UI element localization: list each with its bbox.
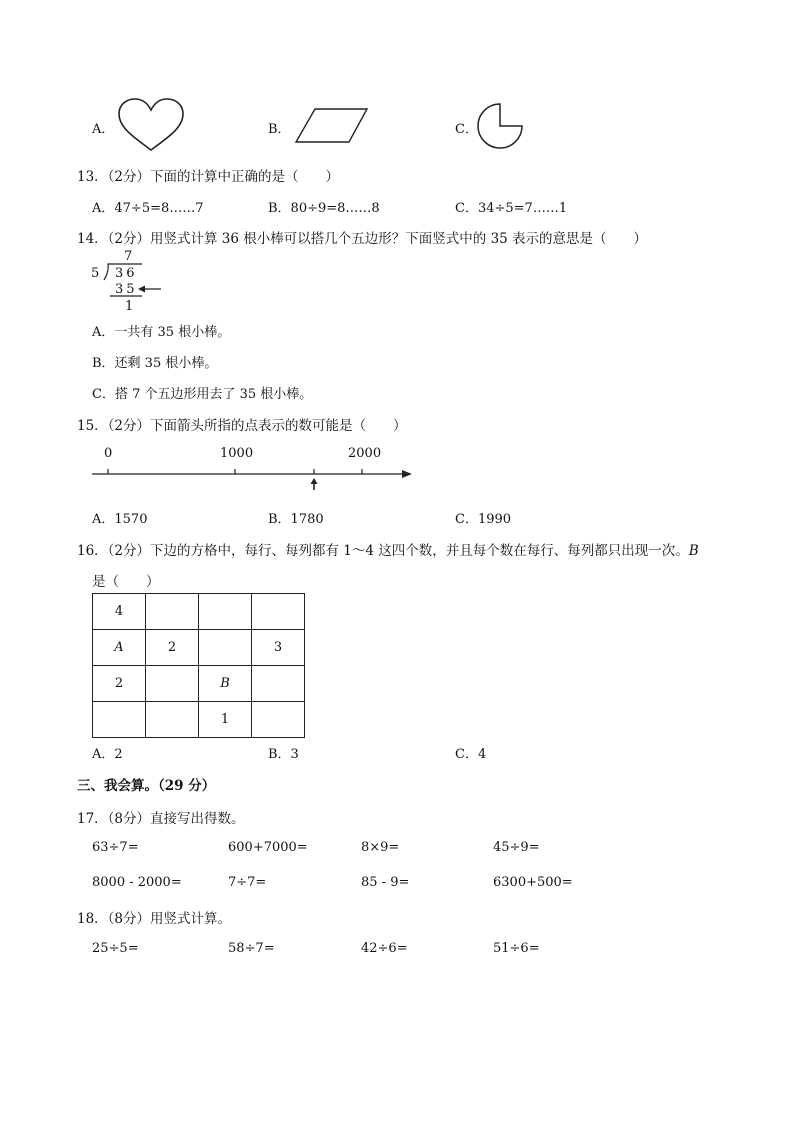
q17-item: 7÷7= — [228, 875, 267, 890]
grid-cell — [146, 666, 199, 702]
q16-option-a: A．2 — [92, 747, 123, 762]
division-product: 35 — [115, 282, 138, 297]
q16-title-variable: B — [688, 543, 699, 559]
q16-title-text: 16．（2分）下边的方格中，每行、每列都有 1～4 这四个数，并且每个数在每行、每列都只出现一次。 — [77, 543, 689, 559]
heart-icon — [117, 98, 185, 152]
q12-option-a-letter: A． — [92, 122, 115, 137]
grid-cell: 2 — [93, 666, 146, 702]
q16-title-line2: 是（ ） — [92, 574, 160, 590]
q17-item: 45÷9= — [493, 840, 540, 855]
q17-item: 8000 - 2000= — [92, 875, 182, 890]
grid-cell — [199, 630, 252, 666]
grid-cell: A — [93, 630, 146, 666]
parallelogram-icon — [295, 108, 369, 144]
q15-option-b: B．1780 — [268, 512, 324, 527]
q15-option-c: C．1990 — [455, 512, 512, 527]
q17-item: 63÷7= — [92, 840, 139, 855]
q16-title-line1 — [77, 539, 699, 559]
q15-title: 15．（2分）下面箭头所指的点表示的数可能是（ ） — [77, 418, 407, 434]
grid-cell — [252, 666, 305, 702]
q13-option-a: A．47÷5=8……7 — [92, 201, 204, 216]
grid-cell — [252, 594, 305, 630]
q16-option-b: B．3 — [268, 747, 299, 762]
q15-option-a: A．1570 — [92, 512, 148, 527]
q18-item: 51÷6= — [493, 941, 540, 956]
division-bracket-lines — [98, 262, 168, 302]
q12-option-b-letter: B． — [268, 122, 291, 137]
q17-item: 600+7000= — [228, 840, 308, 855]
number-line-label-2000: 2000 — [348, 446, 382, 461]
q18-title: 18．（8分）用竖式计算。 — [77, 911, 232, 927]
grid-row — [93, 666, 305, 702]
grid-cell — [146, 594, 199, 630]
q18-item: 42÷6= — [361, 941, 408, 956]
division-dividend: 36 — [115, 266, 138, 281]
q17-title: 17．（8分）直接写出得数。 — [77, 811, 245, 827]
grid-row — [93, 702, 305, 738]
q17-item: 6300+500= — [493, 875, 573, 890]
q13-title: 13．（2分）下面的计算中正确的是（ ） — [77, 169, 340, 185]
q13-option-c: C．34÷5=7……1 — [455, 201, 568, 216]
division-remainder: 1 — [125, 299, 134, 314]
number-line-label-0: 0 — [104, 446, 113, 461]
q17-item: 85 - 9= — [361, 875, 410, 890]
q16-option-c: C．4 — [455, 747, 487, 762]
grid-cell — [146, 702, 199, 738]
grid-cell — [252, 702, 305, 738]
grid-row — [93, 630, 305, 666]
number-line-axis — [92, 460, 416, 492]
latin-square-grid — [92, 593, 305, 738]
q18-item: 25÷5= — [92, 941, 139, 956]
q14-option-a: A．一共有 35 根小棒。 — [92, 325, 231, 340]
section-heading: 三、我会算。（29 分） — [77, 778, 216, 794]
grid-cell: 3 — [252, 630, 305, 666]
q18-item: 58÷7= — [228, 941, 275, 956]
grid-cell — [93, 702, 146, 738]
grid-cell: B — [199, 666, 252, 702]
three-quarter-circle-icon — [477, 103, 525, 151]
division-divisor: 5 — [91, 266, 100, 281]
q14-title: 14．（2分）用竖式计算 36 根小棒可以搭几个五边形？下面竖式中的 35 表示的意思是（ ） — [77, 231, 648, 247]
q14-option-c: C．搭 7 个五边形用去了 35 根小棒。 — [92, 387, 313, 402]
q17-item: 8×9= — [361, 840, 400, 855]
division-quotient: 7 — [124, 249, 133, 264]
grid-cell: 2 — [146, 630, 199, 666]
grid-row — [93, 594, 305, 630]
grid-cell: 1 — [199, 702, 252, 738]
grid-cell — [199, 594, 252, 630]
number-line-label-1000: 1000 — [220, 446, 254, 461]
grid-cell: 4 — [93, 594, 146, 630]
q12-option-c-letter: C． — [455, 122, 478, 137]
q13-option-b: B．80÷9=8……8 — [268, 201, 380, 216]
q14-option-b: B．还剩 35 根小棒。 — [92, 356, 218, 371]
